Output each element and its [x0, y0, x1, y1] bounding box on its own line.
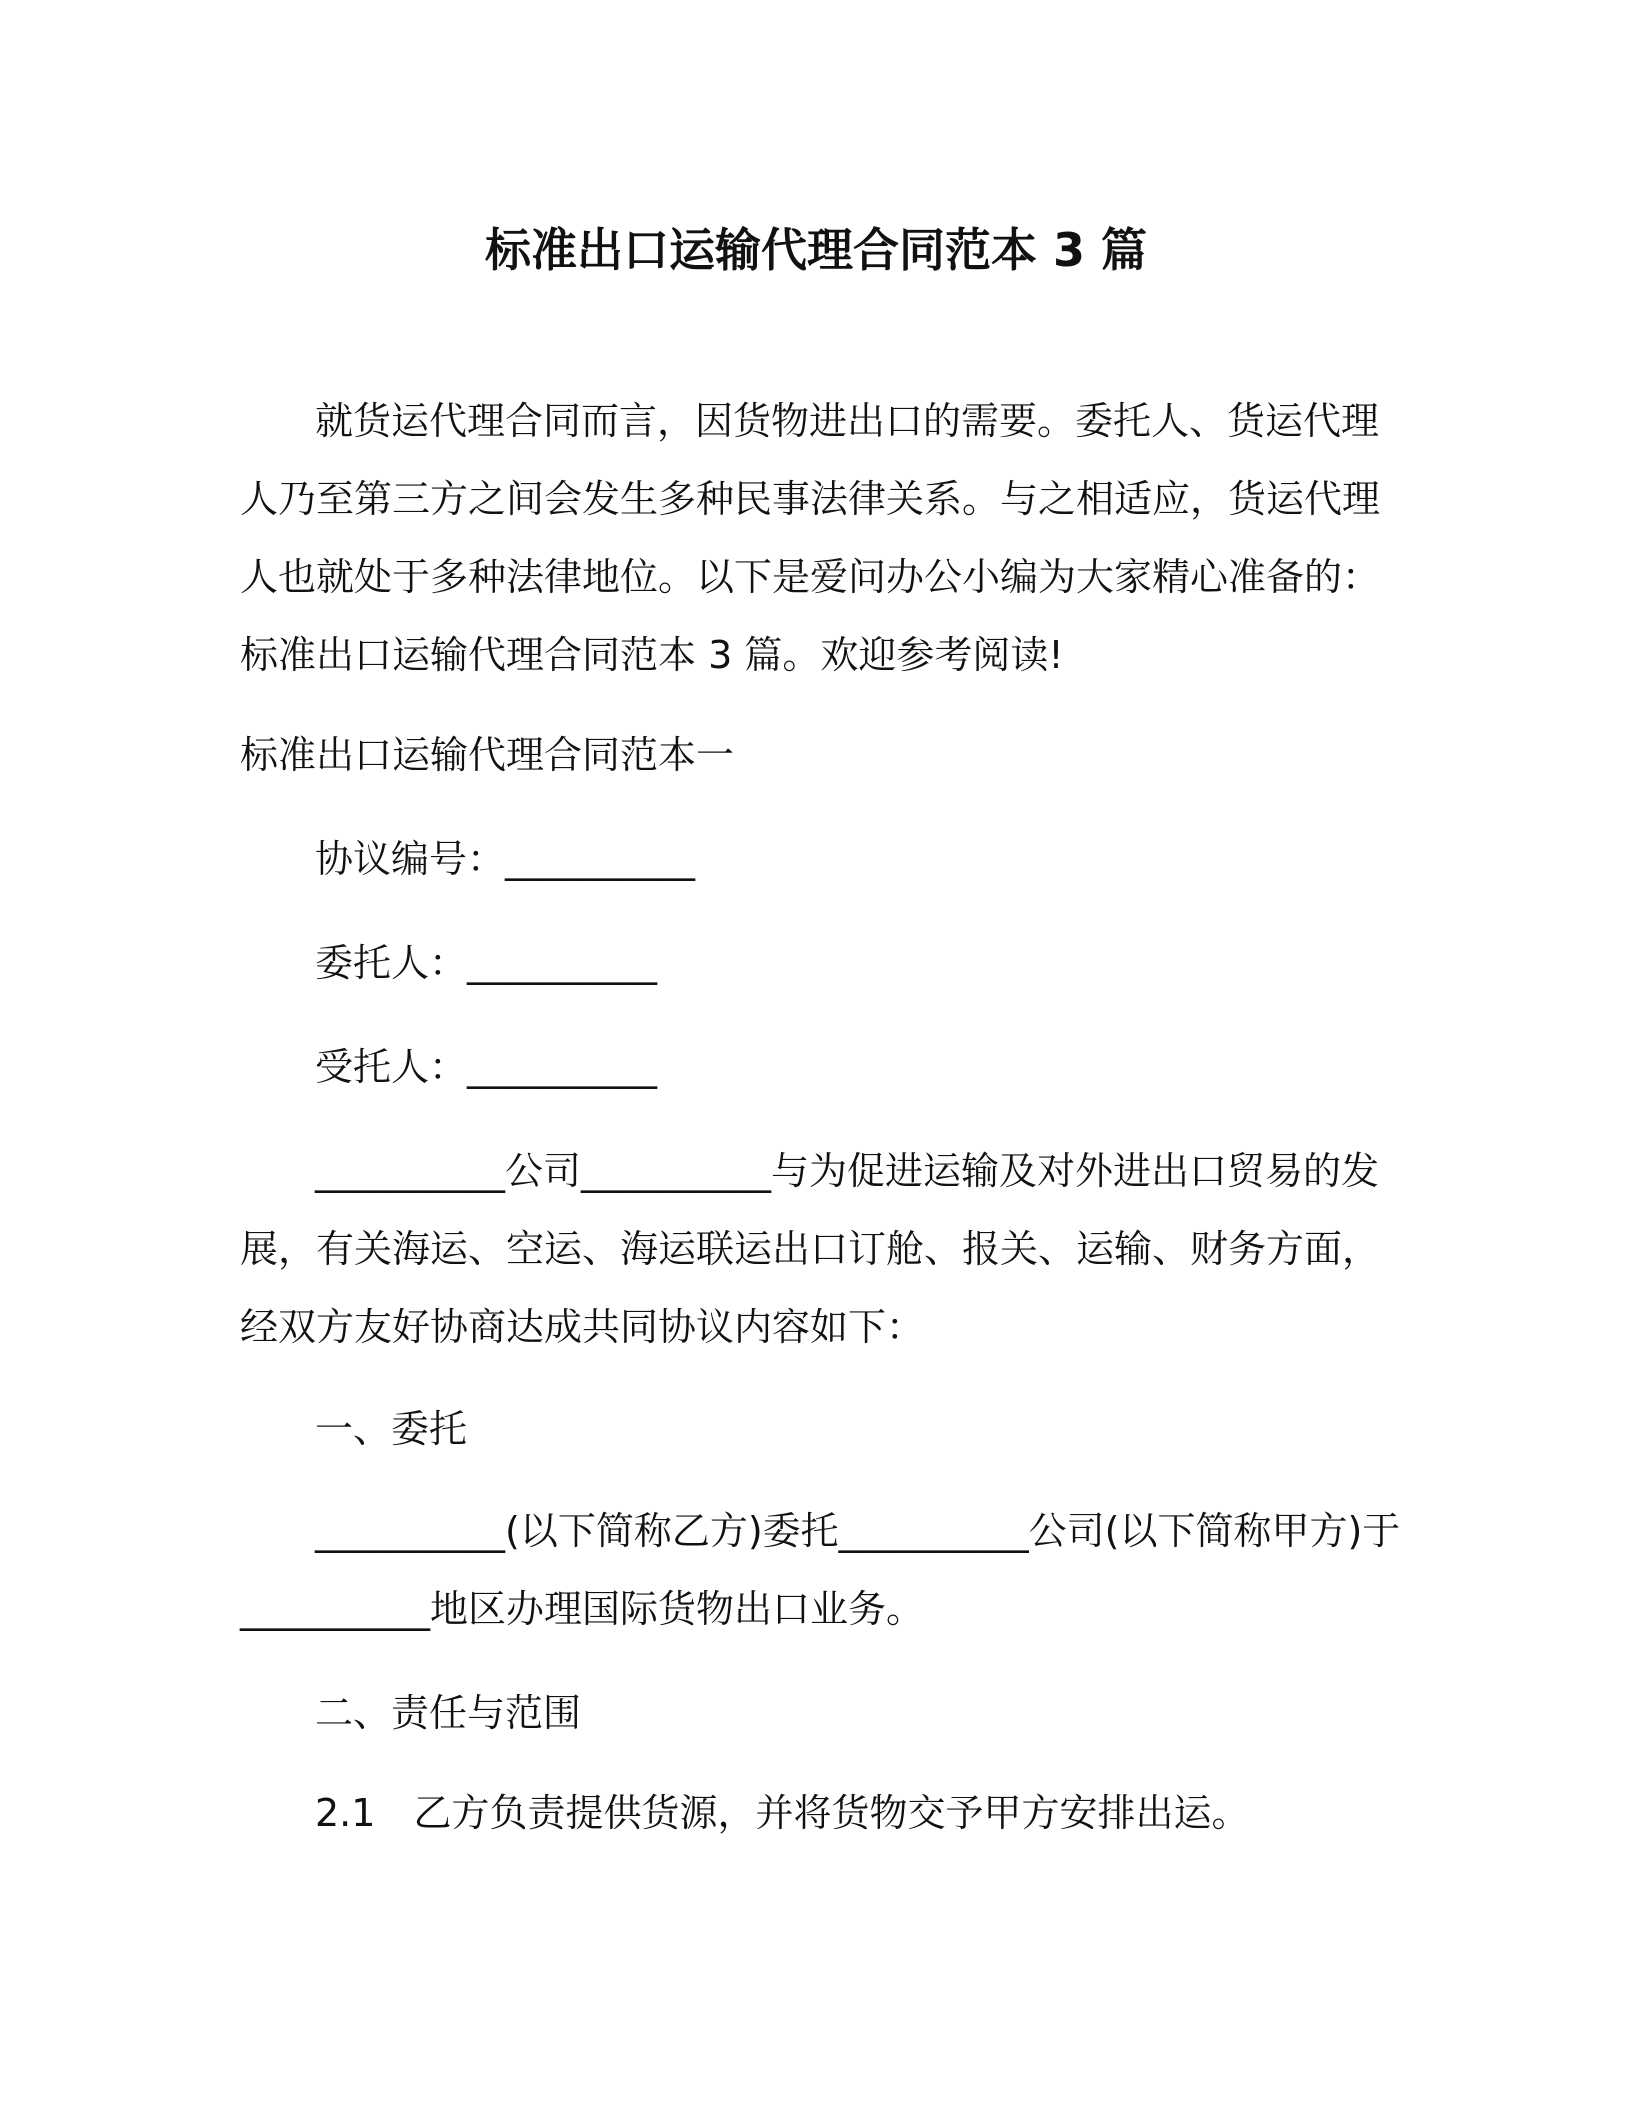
preamble-line-3: 经双方友好协商达成共同协议内容如下：	[240, 1305, 925, 1349]
intro-line-3: 人也就处于多种法律地位。以下是爱问办公小编为大家精心准备的：	[240, 555, 1381, 599]
clause-2-1-text: 乙方负责提供货源，并将货物交予甲方安排出运。	[413, 1791, 1250, 1835]
document-title: 标准出口运输代理合同范本 3 篇	[484, 223, 1148, 277]
clause-1-heading: 一、委托	[315, 1407, 468, 1451]
section-title: 标准出口运输代理合同范本一	[240, 733, 735, 777]
clause-1-line-2: __________地区办理国际货物出口业务。	[240, 1587, 925, 1631]
intro-line-1: 就货运代理合同而言，因货物进出口的需要。委托人、货运代理	[315, 399, 1380, 443]
intro-line-4: 标准出口运输代理合同范本 3 篇。欢迎参考阅读!	[240, 633, 1064, 677]
clause-2-heading: 二、责任与范围	[315, 1691, 582, 1735]
agent-field: 受托人：__________	[315, 1045, 658, 1089]
clause-2-1-number: 2.1	[315, 1791, 376, 1835]
preamble-line-1: __________公司__________与为促进运输及对外进出口贸易的发	[315, 1149, 1380, 1193]
clause-2-1-item	[315, 1786, 1249, 1840]
principal-field: 委托人：__________	[315, 941, 658, 985]
clause-1-line-1: __________(以下简称乙方)委托__________公司(以下简称甲方)于	[315, 1509, 1401, 1553]
preamble-line-2: 展，有关海运、空运、海运联运出口订舱、报关、运输、财务方面，	[240, 1227, 1381, 1271]
intro-line-2: 人乃至第三方之间会发生多种民事法律关系。与之相适应，货运代理	[240, 477, 1381, 521]
agreement-number-field: 协议编号：__________	[315, 837, 696, 881]
